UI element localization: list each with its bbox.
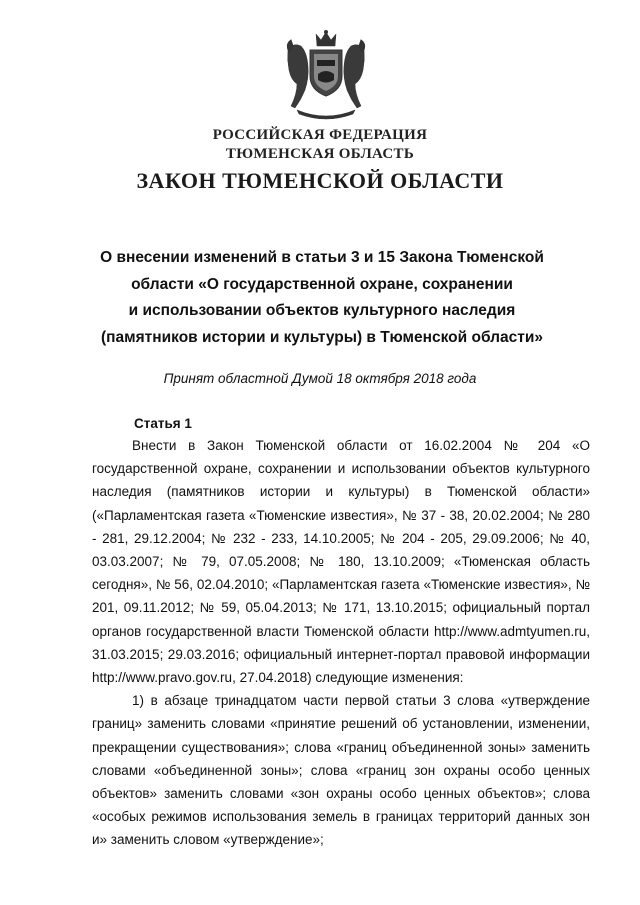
coat-of-arms-icon bbox=[283, 30, 369, 120]
article-paragraph: 1) в абзаце тринадцатом части первой статьи 3 слова «утверждение границ» заменить словами «принятие решений об установлении, изменении, прекращении существования»; слова «границ объединенной зоны» заменить словами «объединенной зоны»; слова «границ зон охраны особо ценных объектов» заменить словами «зон охраны особо ценных объектов»; слова «особых режимов использования земель в границах территорий данных зон и» заменить словом «утверждение»; bbox=[92, 693, 590, 848]
article-body bbox=[92, 434, 590, 852]
law-title bbox=[90, 245, 554, 351]
article-heading: Статья 1 bbox=[134, 416, 192, 431]
law-heading: ЗАКОН ТЮМЕНСКОЙ ОБЛАСТИ bbox=[136, 168, 504, 193]
header-federation: РОССИЙСКАЯ ФЕДЕРАЦИЯ bbox=[212, 127, 428, 143]
law-title-line: области «О государственной охране, сохранении bbox=[131, 275, 513, 293]
law-title-line: О внесении изменений в статьи 3 и 15 Закона Тюменской bbox=[100, 249, 544, 266]
article-paragraph: Внести в Закон Тюменской области от 16.02.2004 № 204 «О государственной охране, сохранении и использовании объектов культурного наследия (памятников истории и культуры) в Тюменской области» («Парламентская газета «Тюменские известия», № 37 - 38, 20.02.2004; № 280 - 281, 29.12.2004; № 232 - 233, 14.10.2005; № 204 - 205, 29.09.2006; № 40, 03.03.2007; № 79, 07.05.2008; № 180, 13.10.2009; «Тюменская область сегодня», № 56, 02.04.2010; «Парламентская газета «Тюменские известия», № 201, 09.11.2012; № 59, 05.04.2013; № 171, 13.10.2015; официальный портал органов государственной власти Тюменской области http://www.admtyumen.ru, 31.03.2015; 29.03.2016; официальный интернет-портал правовой информации http://www.pravo.gov.ru, 27.04.2018) следующие изменения: bbox=[92, 438, 590, 686]
law-title-line: (памятников истории и культуры) в Тюменской области» bbox=[101, 328, 543, 346]
law-title-line: и использовании объектов культурного наследия bbox=[128, 302, 516, 319]
adoption-date: Принят областной Думой 18 октября 2018 года bbox=[163, 371, 477, 386]
header-region: ТЮМЕНСКАЯ ОБЛАСТЬ bbox=[225, 146, 415, 162]
